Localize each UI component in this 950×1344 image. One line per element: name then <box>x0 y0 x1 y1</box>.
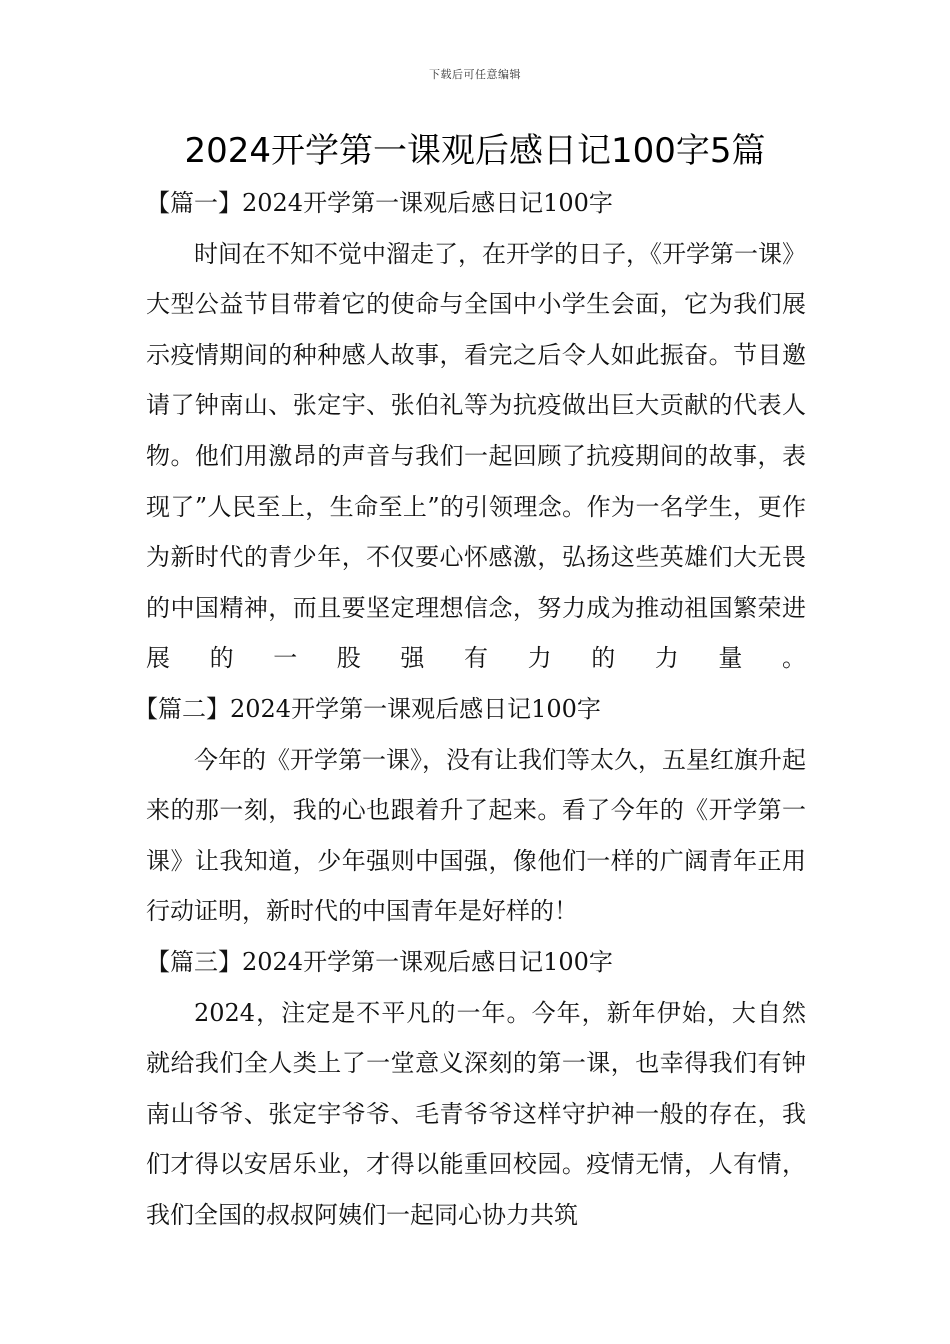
section-paragraph-3: 2024，注定是不平凡的一年。今年，新年伊始，大自然就给我们全人类上了一堂意义深刻的第一课，也幸得我们有钟南山爷爷、张定宇爷爷、毛青爷爷这样守护神一般的存在，我们才得以安居乐业，才得以能重回校园。疫情无情，人有情，我们全国的叔叔阿姨们一起同心协力共筑 <box>146 998 806 1229</box>
section-heading-3: 【篇三】2024开学第一课观后感日记100字 <box>146 947 613 976</box>
section-heading-2: 【篇二】2024开学第一课观后感日记100字 <box>146 694 601 723</box>
section-paragraph-1 <box>146 229 806 735</box>
document-body <box>146 178 806 1240</box>
section-heading-1: 【篇一】2024开学第一课观后感日记100字 <box>146 189 613 217</box>
section-paragraph-2: 今年的《开学第一课》，没有让我们等太久，五星红旗升起来的那一刻，我的心也跟着升了起来。看了今年的《开学第一课》让我知道，少年强则中国强，像他们一样的广阔青年正用行动证明，新时代的中国青年是好样的！ <box>146 745 806 926</box>
section-body-1: 时间在不知不觉中溜走了，在开学的日子，《开学第一课》大型公益节目带着它的使命与全国中小学生会面，它为我们展示疫情期间的种种感人故事，看完之后令人如此振奋。节目邀请了钟南山、张定宇、张伯礼等为抗疫做出巨大贡献的代表人物。他们用激昂的声音与我们一起回顾了抗疫期间的故事，表现了”人民至上，生命至上”的引领理念。作为一名学生，更作为新时代的青少年，不仅要心怀感激，弘扬这些英雄们大无畏的中国精神，而且要坚定理想信念，努力成为推动祖国繁荣进展的一股强有力的力量。 <box>146 239 806 673</box>
header-note: 下载后可任意编辑 <box>429 68 521 81</box>
document-title: 2024开学第一课观后感日记100字5篇 <box>184 131 766 171</box>
